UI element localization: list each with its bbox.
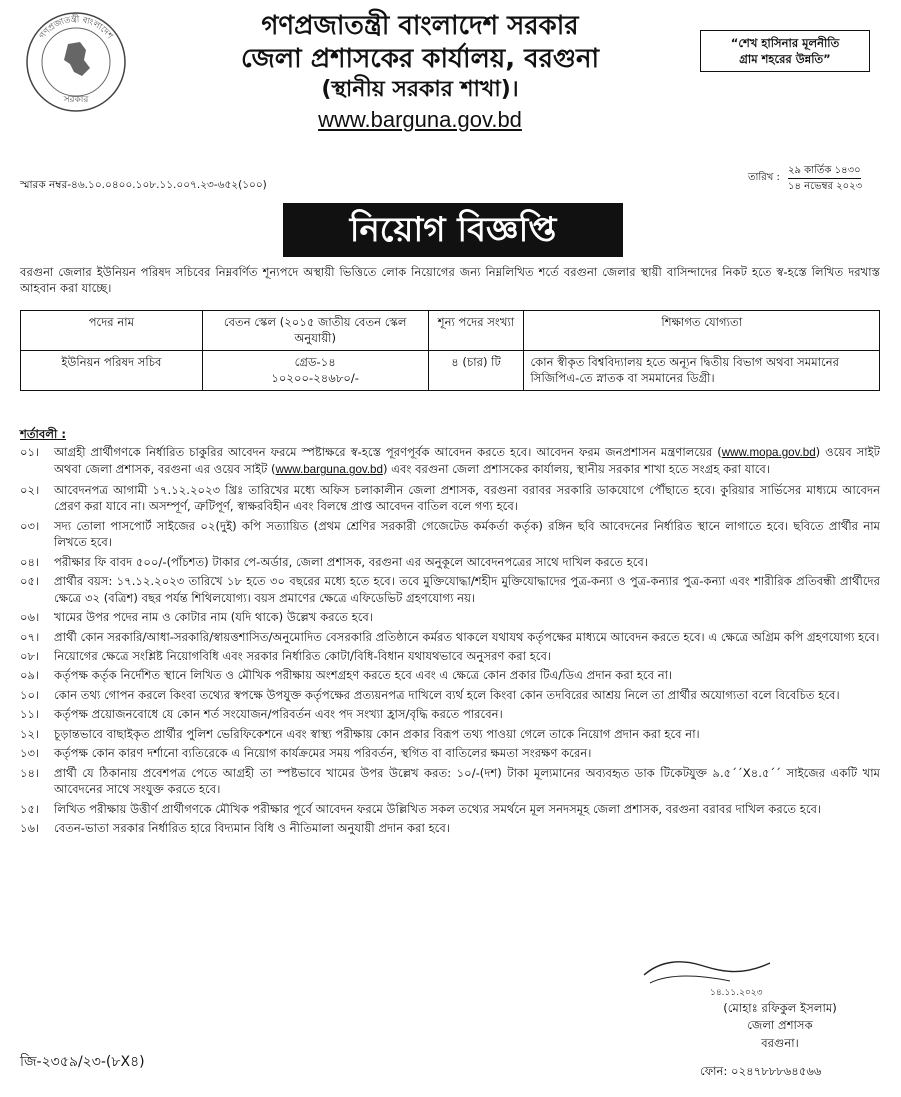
mopa-website-link[interactable]: www.mopa.gov.bd [721, 446, 816, 459]
intro-paragraph: বরগুনা জেলার ইউনিয়ন পরিষদ সচিবের নিম্নবর্ণিত শূন্যপদে অস্থায়ী ভিত্তিতে লোক নিয়োগের জন্য নিম্নলিখিত শর্তে বরগুনা জেলার স্থায়ী বাসিন্দাদের নিকট হতে স্ব-হস্তে লিখিত দরখাস্ত আহবান করা যাচ্ছে। [20, 265, 880, 296]
list-item: ১৬। বেতন-ভাতা সরকার নির্ধারিত হারে বিদ্যমান বিধি ও নীতিমালা অনুযায়ী প্রদান করা হবে। [20, 821, 450, 836]
header-post-name: পদের নাম [21, 311, 203, 351]
list-item: ১১। কর্তৃপক্ষ প্রয়োজনবোধে যে কোন শর্ত সংযোজন/পরিবর্তন এবং পদ সংখ্যা হ্রাস/বৃদ্ধি করতে পারবেন। [20, 707, 503, 722]
cell-post: ইউনিয়ন পরিষদ সচিব [21, 350, 203, 390]
list-item: ০২। আবেদনপত্র আগামী ১৭.১২.২০২৩ খ্রিঃ তারিখের মধ্যে অফিস চলাকালীন জেলা প্রশাসক, বরগুনা বরাবর সরকারি ডাকযোগে পৌঁছাতে হবে। কুরিয়ার সার্ভিসের মাধ্যমে আবেদন প্রেরণ করা যাবে না। অসম্পূর্ণ, ত্রুটিপূর্ণ, স্বাক্ষরবিহীন এবং বিলম্বে প্রাপ্ত আবেদন বাতিল বলে গণ্য হবে। [20, 482, 880, 514]
signature-mark [640, 955, 780, 999]
list-item: ০৫। প্রার্থীর বয়স: ১৭.১২.২০২৩ তারিখে ১৮ হতে ৩০ বছরের মধ্যে হতে হবে। তবে মুক্তিযোদ্ধা/শহীদ মুক্তিযোদ্ধাদের পুত্র-কন্যা ও পুত্র-কন্যার পুত্র-কন্যা এবং শারীরিক প্রতিবন্ধী প্রার্থীদের ক্ষেত্রে ৩২ (বত্রিশ) বছর পর্যন্ত শিথিলযোগ্য। বয়স প্রমাণের ক্ষেত্রে এফিডেভিট গ্রহণযোগ্য নয়। [20, 574, 880, 605]
header-vacancies: শূন্য পদের সংখ্যা [428, 311, 524, 351]
list-item: ১৩। কর্তৃপক্ষ কোন কারণ দর্শানো ব্যতিরেকে এ নিয়োগ কার্যক্রমের সময় পরিবর্তন, স্থগিত বা বাতিলের ক্ষমতা সংরক্ষণ করেন। [20, 746, 592, 761]
signer-block [690, 1000, 870, 1052]
header-branch: (স্থানীয় সরকার শাখা)। [321, 77, 519, 102]
seal-bottom-text: সরকার [63, 95, 89, 105]
slogan-box [700, 30, 870, 72]
conditions-list [20, 444, 880, 840]
list-item: ০৭। প্রার্থী কোন সরকারি/আধা-সরকারি/স্বায়ত্তশাসিত/অনুমোদিত বেসরকারি প্রতিষ্ঠানে কর্মরত থাকলে যথাযথ কর্তৃপক্ষের মাধ্যমে আবেদন করতে হবে। এ ক্ষেত্রে অগ্রিম কপি গ্রহণযোগ্য হবে। [20, 629, 880, 644]
memo-reference: স্মারক নম্বর-৪৬.১০.০৪০০.১০৮.১১.০০৭.২৩-৬৫২(১০০) [20, 179, 267, 191]
phone-number: ফোন: ০২৪৭৮৮৮৬৪৫৬৬ [700, 1064, 822, 1078]
svg-text:গণপ্রজাতন্ত্রী বাংলাদেশ [38, 13, 116, 42]
list-item: ০৪। পরীক্ষার ফি বাবদ ৫০০/-(পাঁচশত) টাকার পে-অর্ডার, জেলা প্রশাসক, বরগুনা এর অনুকূলে আবেদনপত্রের সাথে দাখিল করতে হবে। [20, 554, 649, 569]
date-bangla: ২৯ কার্তিক ১৪৩০ [788, 164, 861, 179]
list-item: ০১। আগ্রহী প্রার্থীগণকে নির্ধারিত চাকুরির আবেদন ফরমে স্পষ্টাক্ষরে স্ব-হস্তে পূরণপূর্বক আবেদন করতে হবে। আবেদন ফরম জনপ্রশাসন মন্ত্রণালয়ের (www.mopa.gov.bd) ওয়েব সাইট অথবা জেলা প্রশাসক, বরগুনা এর ওয়েব সাইট (www.barguna.gov.bd) এবং বরগুনা জেলা প্রশাসকের কার্যালয়, স্থানীয় সরকার শাখা হতে সংগ্রহ করা যাবে। [20, 445, 880, 477]
slogan-line-1: “শেখ হাসিনার মূলনীতি [730, 36, 840, 50]
notice-title: নিয়োগ বিজ্ঞপ্তি [283, 203, 623, 257]
seal-ring-text: গণপ্রজাতন্ত্রী বাংলাদেশ [37, 14, 115, 42]
government-seal [24, 10, 128, 114]
list-item: ০৯। কর্তৃপক্ষ কর্তৃক নির্দেশিত স্থানে লিখিত ও মৌখিক পরীক্ষায় অংশগ্রহণ করতে হবে এবং এ ক্ষেত্রে কোন প্রকার টিএ/ডিএ প্রদান করা হবে না। [20, 668, 673, 683]
signer-district: বরগুনা। [761, 1035, 799, 1050]
date-label: তারিখ : [748, 172, 780, 183]
header-pay-scale: বেতন স্কেল (২০১৫ জাতীয় বেতন স্কেল অনুযায়ী) [202, 311, 428, 351]
list-item: ১৪। প্রার্থী যে ঠিকানায় প্রবেশপত্র পেতে আগ্রহী তা স্পষ্টভাবে খামের উপর উল্লেখ করত: ১০/-(দশ) টাকা মূল্যমানের অব্যবহৃত ডাক টিকেটযুক্ত ৯.৫´´X৪.৫´´ সাইজের একটি খাম আবেদনের সাথে সংযুক্ত করতে হবে। [20, 765, 880, 797]
cell-pay: ১০২০০-২৪৬৮০/- [271, 371, 359, 386]
list-item: ১৫। লিখিত পরীক্ষায় উত্তীর্ণ প্রার্থীগণকে মৌখিক পরীক্ষার পূর্বে আবেদন ফরমে উল্লিখিত সকল তথ্যের সমর্থনে মূল সনদসমূহ জেলা প্রশাসক, বরগুনা বরাবর দাখিল করতে হবে। [20, 801, 822, 816]
cell-qualification: কোন স্বীকৃত বিশ্ববিদ্যালয় হতে অন্যূন দ্বিতীয় বিভাগ অথবা সমমানের সিজিপিএ-তে স্নাতক বা সমমানের ডিগ্রী। [524, 350, 880, 390]
list-item: ০৩। সদ্য তোলা পাসপোর্ট সাইজের ০২(দুই) কপি সত্যায়িত (প্রথম শ্রেণির সরকারী গেজেটেড কর্মকর্তা কর্তৃক) রঙ্গিন ছবি আবেদনের নির্ধারিত স্থানে লাগাতে হবে। ছবিতে প্রার্থীর নাম লিখতে হবে। [20, 518, 880, 550]
header-office: জেলা প্রশাসকের কার্যালয়, বরগুনা [240, 43, 600, 74]
list-item: ০৮। নিয়োগের ক্ষেত্রে সংশ্লিষ্ট নিয়োগবিধি এবং সরকার নির্ধারিত কোটা/বিধি-বিধান যথাযথভাবে অনুসরণ করা হবে। [20, 648, 552, 663]
date-english: ১৪ নভেম্বর ২০২৩ [788, 181, 863, 192]
cell-pay-scale [202, 350, 428, 390]
header-website-link[interactable]: www.barguna.gov.bd [318, 106, 522, 132]
signer-designation: জেলা প্রশাসক [747, 1018, 813, 1033]
barguna-website-link[interactable]: www.barguna.gov.bd [275, 463, 383, 477]
signer-name: (মোহাঃ রফিকুল ইসলাম) [723, 1001, 837, 1015]
gazette-code: জি-২৩৫৯/২৩-(৮X৪) [20, 1054, 145, 1070]
signature-date: ১৪.১১.২০২৩ [710, 988, 763, 998]
table-row [21, 350, 880, 390]
cell-grade: গ্রেড-১৪ [294, 354, 336, 369]
list-item: ০৬। খামের উপর পদের নাম ও কোটার নাম (যদি থাকে) উল্লেখ করতে হবে। [20, 610, 373, 625]
table-header-row [21, 311, 880, 351]
list-item: ১২। চূড়ান্তভাবে বাছাইকৃত প্রার্থীর পুলিশ ভেরিফিকেশনে এবং স্বাস্থ্য পরীক্ষায় কোন প্রকার বিরূপ তথ্য পাওয়া গেলে তাকে নিয়োগ প্রদান করা হবে না। [20, 726, 700, 741]
conditions-heading: শর্তাবলী : [20, 427, 67, 441]
letterhead [160, 10, 680, 134]
vacancy-table [20, 310, 880, 391]
slogan-line-2: গ্রাম শহরের উন্নতি” [739, 52, 831, 67]
cell-vacancies: ৪ (চার) টি [428, 350, 524, 390]
header-government: গণপ্রজাতন্ত্রী বাংলাদেশ সরকার [261, 11, 579, 41]
header-qualification: শিক্ষাগত যোগ্যতা [524, 311, 880, 351]
list-item: ১০। কোন তথ্য গোপন করলে কিংবা তথ্যের স্বপক্ষে উপযুক্ত কর্তৃপক্ষের প্রত্যয়নপত্র দাখিলে ব্যর্থ হলে কিংবা কোন তদবিরের আশ্রয় নিলে তা প্রার্থীর অযোগ্যতা বলে বিবেচিত হবে। [20, 687, 840, 702]
